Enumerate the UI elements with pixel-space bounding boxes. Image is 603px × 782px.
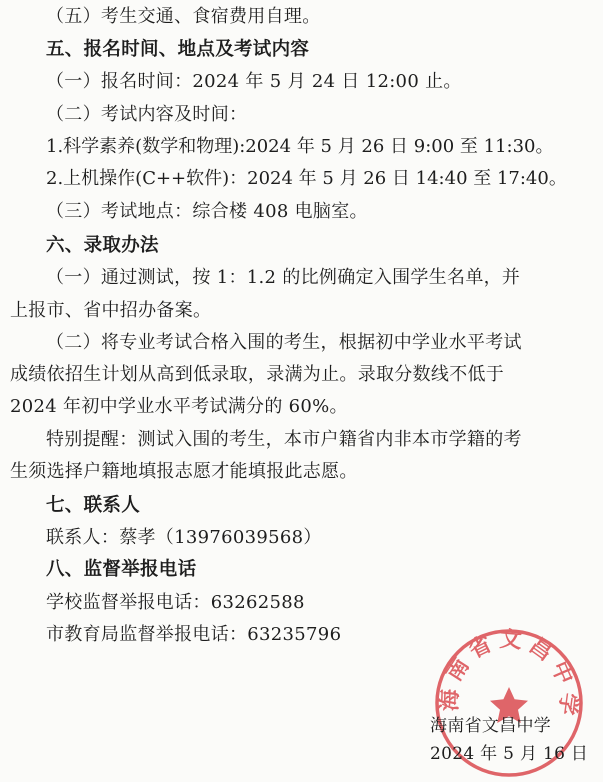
heading-registration: 五、报名时间、地点及考试内容	[46, 39, 310, 60]
heading-admission: 六、录取办法	[46, 235, 159, 256]
exam-location: （三）考试地点：综合楼 408 电脑室。	[46, 201, 368, 222]
contact-person: 联系人：蔡孝（13976039568）	[46, 527, 322, 548]
signature-org: 海南省文昌中学	[430, 716, 552, 736]
admission-para-2-line-3: 2024 年初中学业水平考试满分的 60%。	[10, 396, 348, 417]
special-reminder-line-1: 特别提醒：测试入围的考生，本市户籍省内非本市学籍的考	[46, 429, 522, 450]
item-transport-fees: （五）考生交通、食宿费用自理。	[46, 6, 321, 27]
exam-item-computer: 2.上机操作(C++软件)：2024 年 5 月 26 日 14:40 至 17:40。	[46, 168, 567, 189]
school-report-phone: 学校监督举报电话：63262588	[46, 592, 305, 613]
admission-para-1-line-2: 上报市、省中招办备案。	[10, 300, 212, 321]
special-reminder-line-2: 生须选择户籍地填报志愿才能填报此志愿。	[10, 461, 358, 482]
exam-content-title: （二）考试内容及时间：	[46, 104, 248, 125]
seal-text: 海南省文昌中学	[437, 627, 582, 723]
admission-para-2-line-2: 成绩依招生计划从高到低录取，录满为止。录取分数线不低于	[10, 364, 505, 385]
exam-item-science: 1.科学素养(数学和物理):2024 年 5 月 26 日 9:00 至 11:30。	[46, 136, 554, 157]
bureau-report-phone: 市教育局监督举报电话：63235796	[46, 624, 342, 645]
admission-para-1-line-1: （一）通过测试，按 1：1.2 的比例确定入围学生名单，并	[46, 267, 521, 288]
registration-time: （一）报名时间：2024 年 5 月 24 日 12:00 止。	[46, 71, 462, 92]
admission-para-2-line-1: （二）将专业考试合格入围的考生，根据初中学业水平考试	[46, 332, 522, 353]
signature-date: 2024 年 5 月 16 日	[430, 744, 589, 764]
heading-report-phone: 八、监督举报电话	[46, 559, 197, 580]
heading-contact: 七、联系人	[46, 495, 141, 516]
